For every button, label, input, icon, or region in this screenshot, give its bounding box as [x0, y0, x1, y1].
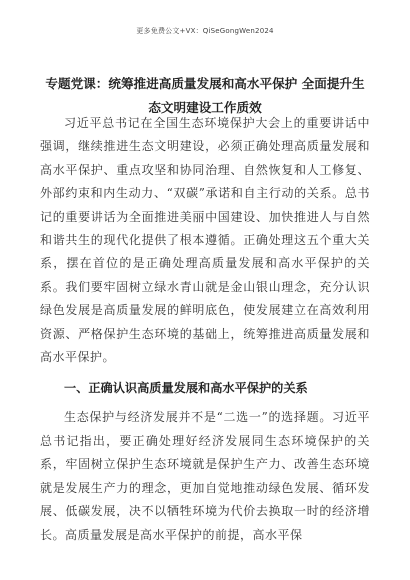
intro-paragraph: 习近平总书记在全国生态环境保护大会上的重要讲话中强调，继续推进生态文明建设，必须正确处理高质量发展和高水平保护、重点攻坚和协同治理、自然恢复和人工修复、外部约束和内生动力、“双碳”承诺和自主行动的关系。总书记的重要讲话为全面推进美丽中国建设、加快推进人与自然和谐共生的现代化提供了根本遵循。正确处理这五个重大关系，摆在首位的是正确处理高质量发展和高水平保护的关系。我们要牢固树立绿水青山就是金山银山理念，充分认识绿色发展是高质量发展的鲜明底色，使发展建立在高效利用资源、严格保护生态环境的基础上，统筹推进高质量发展和高水平保护。 [40, 116, 370, 365]
header-note: 更多免费公文+VX：QiSeGongWen2024 [136, 27, 274, 35]
document-title: 专题党课：统筹推进高质量发展和高水平保护 全面提升生态文明建设工作质效 [45, 76, 365, 115]
section-paragraph: 生态保护与经济发展并不是“二选一”的选择题。习近平总书记指出，要正确处理好经济发展同生态环境保护的关系，牢固树立保护生态环境就是保护生产力、改善生态环境就是发展生产力的理念，更加自觉地推动绿色发展、循环发展、低碳发展，决不以牺牲环境为代价去换取一时的经济增长。高质量发展是高水平保护的前提，高水平保 [40, 410, 370, 542]
document-body [40, 112, 370, 547]
section-heading: 一、正确认识高质量发展和高水平保护的关系 [64, 381, 308, 396]
